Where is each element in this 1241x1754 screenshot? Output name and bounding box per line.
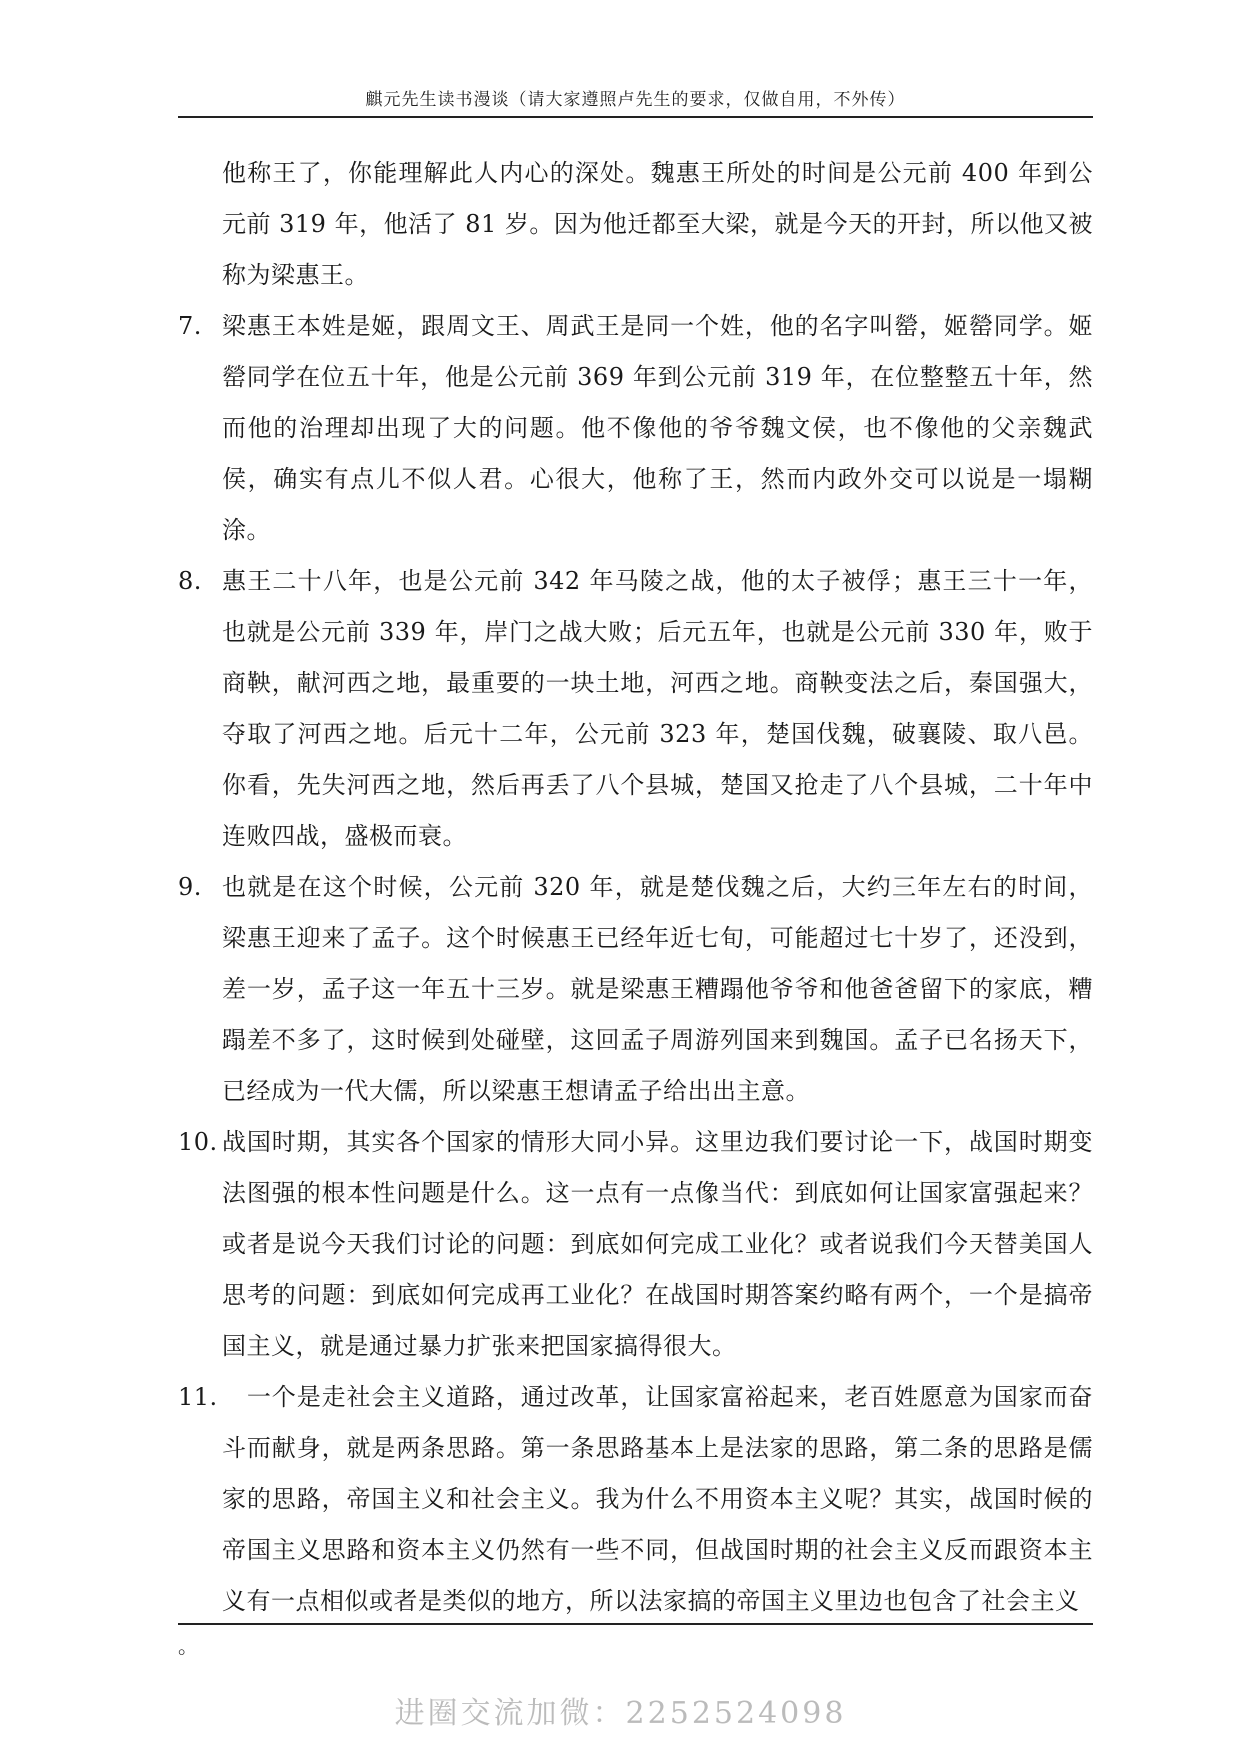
paragraph-text: 他称王了，你能理解此人内心的深处。魏惠王所处的时间是公元前 400 年到公元前 319 年，他活了 81 岁。因为他迁都至大梁，就是今天的开封，所以他又被称为梁惠王。 — [222, 159, 1093, 289]
paragraph — [178, 1372, 1093, 1627]
paragraph-number: 9. — [178, 873, 202, 901]
paragraph-number: 10. — [178, 1128, 218, 1156]
paragraph-number: 8. — [178, 567, 202, 595]
paragraph — [178, 1117, 1093, 1372]
paragraph-text: 战国时期，其实各个国家的情形大同小异。这里边我们要讨论一下，战国时期变法图强的根本性问题是什么。这一点有一点像当代：到底如何让国家富强起来？或者是说今天我们讨论的问题：到底如何完成工业化？或者说我们今天替美国人思考的问题：到底如何完成再工业化？在战国时期答案约略有两个，一个是搞帝国主义，就是通过暴力扩张来把国家搞得很大。 — [222, 1128, 1093, 1360]
paragraph-text: 一个是走社会主义道路，通过改革，让国家富裕起来，老百姓愿意为国家而奋斗而献身，就是两条思路。第一条思路基本上是法家的思路，第二条的思路是儒家的思路，帝国主义和社会主义。我为什么不用资本主义呢？其实，战国时候的帝国主义思路和资本主义仍然有一些不同，但战国时期的社会主义反而跟资本主义有一点相似或者是类似的地方，所以法家搞的帝国主义里边也包含了社会主义 — [222, 1383, 1093, 1615]
paragraph-text: 梁惠王本姓是姬，跟周文王、周武王是同一个姓，他的名字叫罃，姬罃同学。姬罃同学在位五十年，他是公元前 369 年到公元前 319 年，在位整整五十年，然而他的治理却出现了大的问题。他不像他的爷爷魏文侯，也不像他的父亲魏武侯，确实有点儿不似人君。心很大，他称了王，然而内政外交可以说是一塌糊涂。 — [222, 312, 1093, 544]
footer-mark: 。 — [178, 1634, 198, 1658]
paragraph-text: 惠王二十八年，也是公元前 342 年马陵之战，他的太子被俘；惠王三十一年，也就是公元前 339 年，岸门之战大败；后元五年，也就是公元前 330 年，败于商鞅，献河西之地，最重要的一块土地，河西之地。商鞅变法之后，秦国强大，夺取了河西之地。后元十二年，公元前 323 年，楚国伐魏，破襄陵、取八邑。你看，先失河西之地，然后再丢了八个县城，楚国又抢走了八个县城，二十年中连败四战，盛极而衰。 — [222, 567, 1093, 850]
paragraph — [178, 301, 1093, 556]
footer-divider — [178, 1623, 1093, 1625]
paragraph-text: 也就是在这个时候，公元前 320 年，就是楚伐魏之后，大约三年左右的时间，梁惠王迎来了孟子。这个时候惠王已经年近七旬，可能超过七十岁了，还没到，差一岁，孟子这一年五十三岁。就是梁惠王糟蹋他爷爷和他爸爸留下的家底，糟蹋差不多了，这时候到处碰壁，这回孟子周游列国来到魏国。孟子已名扬天下，已经成为一代大儒，所以梁惠王想请孟子给出出主意。 — [222, 873, 1093, 1105]
body-text — [178, 148, 1093, 1627]
header-title: 麒元先生读书漫谈（请大家遵照卢先生的要求，仅做自用，不外传） — [365, 90, 906, 110]
paragraph — [178, 862, 1093, 1117]
watermark: 进圈交流加微：2252524098 — [394, 1696, 847, 1731]
paragraph — [178, 148, 1093, 301]
paragraph — [178, 556, 1093, 862]
paragraph-number: 11. — [178, 1383, 218, 1411]
page-header — [178, 84, 1093, 118]
paragraph-number: 7. — [178, 312, 202, 340]
